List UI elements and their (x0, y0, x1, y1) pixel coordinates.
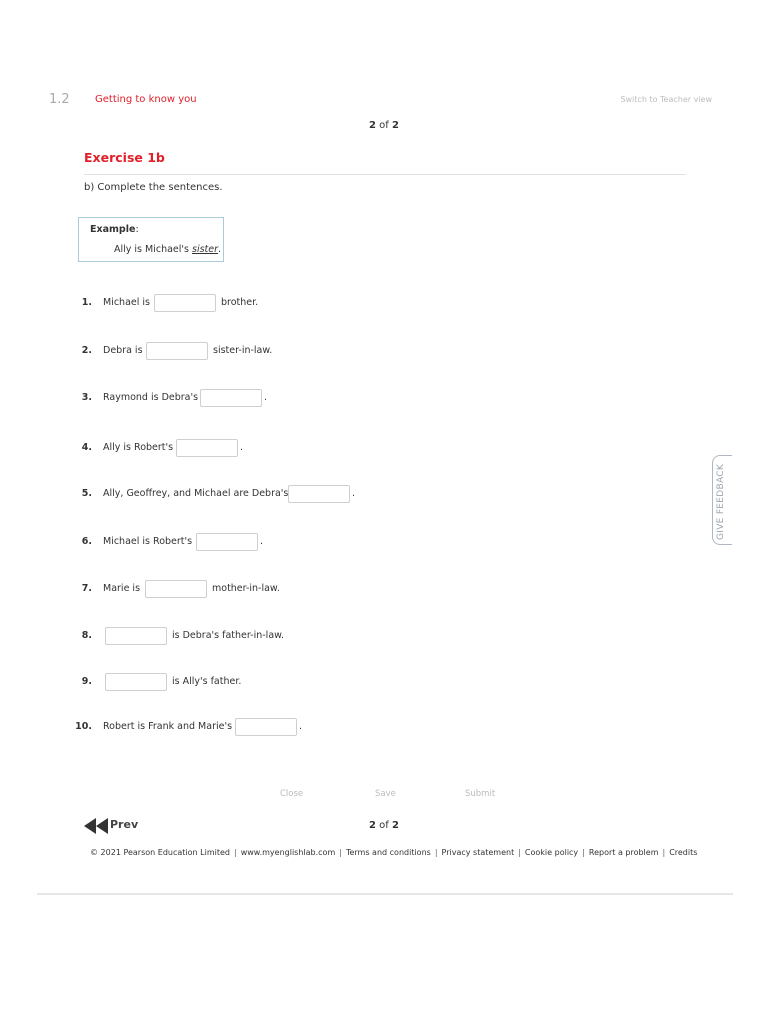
rewind-icon (84, 818, 108, 834)
exercise-instruction: b) Complete the sentences. (84, 182, 223, 193)
page-indicator-bottom (340, 820, 428, 831)
question-text-before: Michael is (103, 297, 150, 308)
question-text-before: Michael is Robert's (103, 536, 193, 547)
question-row (0, 485, 768, 505)
example-label: Example: (90, 224, 139, 235)
footer-link-cookie[interactable]: Cookie policy (524, 848, 579, 857)
answer-input[interactable] (196, 533, 258, 551)
footer-link-terms[interactable]: Terms and conditions (345, 848, 431, 857)
close-button[interactable]: Close (280, 789, 304, 799)
question-text-before: Raymond is Debra's (103, 392, 199, 403)
question-row (0, 673, 768, 693)
footer-link-credits[interactable]: Credits (669, 848, 698, 857)
question-row (0, 580, 768, 600)
page-of: of (379, 820, 389, 831)
answer-input[interactable] (200, 389, 262, 407)
bottom-divider (37, 893, 733, 895)
question-text-before: Robert is Frank and Marie's (103, 721, 233, 732)
question-row (0, 342, 768, 362)
answer-input[interactable] (105, 627, 167, 645)
footer-link-report[interactable]: Report a problem (588, 848, 659, 857)
page-current: 2 (369, 820, 376, 831)
lesson-title: Getting to know you (95, 94, 197, 105)
footer-link-privacy[interactable]: Privacy statement (441, 848, 515, 857)
example-box (78, 217, 224, 262)
answer-input[interactable] (235, 718, 297, 736)
question-text-after: brother. (221, 297, 259, 308)
question-text-after: . (240, 442, 244, 453)
question-text-after: sister-in-law. (213, 345, 273, 356)
question-number: 7. (81, 583, 92, 594)
page-current: 2 (369, 120, 376, 131)
question-text-before: Ally, Geoffrey, and Michael are Debra's (103, 488, 289, 499)
footer-link-site[interactable]: www.myenglishlab.com (240, 848, 336, 857)
question-number: 8. (81, 630, 92, 641)
question-number: 4. (81, 442, 92, 453)
answer-input[interactable] (146, 342, 208, 360)
question-number: 5. (81, 488, 92, 499)
give-feedback-label: GIVE FEEDBACK (716, 463, 726, 540)
question-number: 6. (81, 536, 92, 547)
question-text-after: . (299, 721, 303, 732)
question-text-after: . (352, 488, 356, 499)
question-number: 9. (81, 676, 92, 687)
question-text-before: Debra is (103, 345, 143, 356)
question-text-before: Ally is Robert's (103, 442, 174, 453)
answer-input[interactable] (154, 294, 216, 312)
page-total: 2 (392, 120, 399, 131)
answer-input[interactable] (145, 580, 207, 598)
question-row (0, 718, 768, 738)
answer-input[interactable] (176, 439, 238, 457)
page-of: of (379, 120, 389, 131)
question-text-after: . (264, 392, 268, 403)
question-text-before: Marie is (103, 583, 141, 594)
submit-button[interactable]: Submit (465, 789, 496, 799)
question-row (0, 533, 768, 553)
give-feedback-tab[interactable] (712, 455, 732, 545)
question-number: 3. (81, 392, 92, 403)
title-divider (84, 174, 686, 175)
example-answer: sister (192, 244, 219, 255)
question-number: 2. (81, 345, 92, 356)
question-number: 10. (75, 721, 92, 732)
question-text-after: is Ally's father. (172, 676, 242, 687)
copyright: © 2021 Pearson Education Limited (90, 848, 230, 857)
example-sentence: Ally is Michael's sister. (114, 244, 222, 255)
page-total: 2 (392, 820, 399, 831)
question-number: 1. (81, 297, 92, 308)
page-indicator-top (340, 120, 428, 131)
answer-input[interactable] (105, 673, 167, 691)
switch-teacher-view-link[interactable]: Switch to Teacher view (620, 95, 712, 104)
question-row (0, 294, 768, 314)
prev-label: Prev (110, 818, 139, 831)
question-row (0, 389, 768, 409)
answer-input[interactable] (288, 485, 350, 503)
question-text-after: . (260, 536, 264, 547)
question-row (0, 627, 768, 647)
footer: © 2021 Pearson Education Limited | www.myenglishlab.com | Terms and conditions | Privacy statement | Cookie policy | Report a problem | Credits (90, 848, 698, 857)
save-button[interactable]: Save (375, 789, 396, 799)
question-row (0, 439, 768, 459)
section-number: 1.2 (49, 92, 70, 107)
exercise-title: Exercise 1b (84, 150, 165, 165)
question-text-after: mother-in-law. (212, 583, 280, 594)
question-text-after: is Debra's father-in-law. (172, 630, 285, 641)
